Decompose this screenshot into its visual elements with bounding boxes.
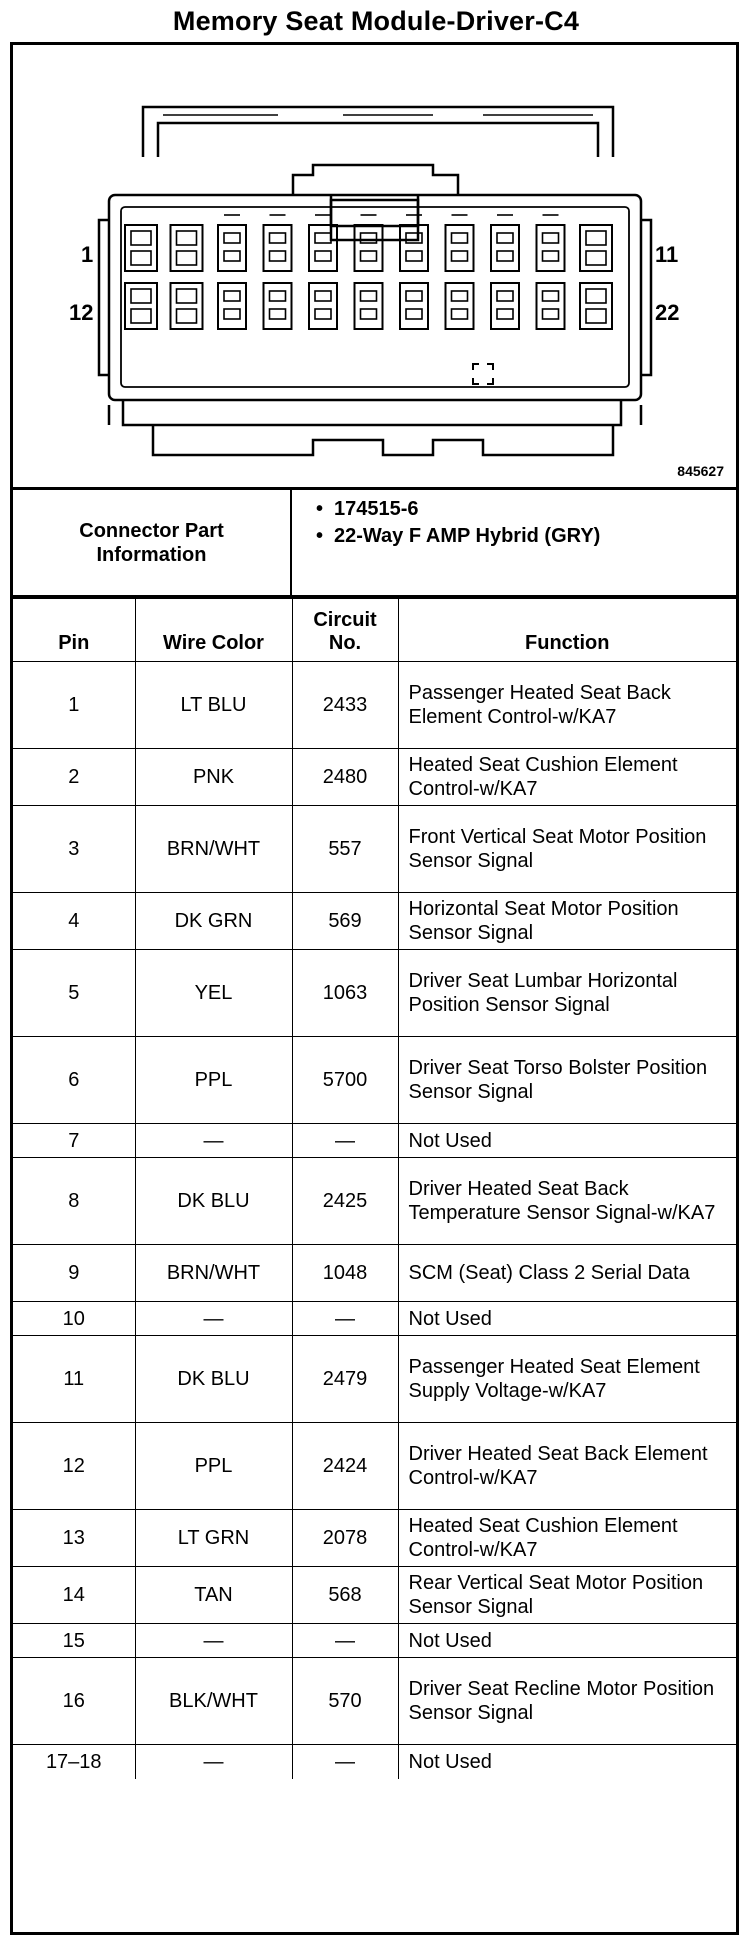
table-row [13,1624,736,1658]
function-cell: Front Vertical Seat Motor Position Sensor Signal [398,806,736,893]
header-wire-color: Wire Color [135,599,292,662]
connector-diagram [13,45,736,490]
wire-color-cell: BRN/WHT [135,1245,292,1302]
function-cell: Driver Heated Seat Back Temperature Sensor Signal-w/KA7 [398,1158,736,1245]
header-pin: Pin [13,599,135,662]
function-cell: Driver Seat Lumbar Horizontal Position Sensor Signal [398,950,736,1037]
circuit-cell: 568 [292,1567,398,1624]
connector-sheet [10,42,739,1935]
table-header-row [13,599,736,662]
pin-cell: 12 [13,1423,135,1510]
pin-cell: 2 [13,749,135,806]
circuit-cell: 557 [292,806,398,893]
pin-label-11: 11 [655,242,679,267]
wire-color-cell: — [135,1302,292,1336]
circuit-cell: — [292,1624,398,1658]
function-cell: Passenger Heated Seat Element Supply Voltage-w/KA7 [398,1336,736,1423]
table-row [13,893,736,950]
pin-label-12: 12 [69,300,94,325]
function-cell: Not Used [398,1302,736,1336]
table-row [13,1124,736,1158]
circuit-cell: 2078 [292,1510,398,1567]
figure-number: 845627 [677,463,724,479]
circuit-cell: 2433 [292,662,398,749]
circuit-cell: 570 [292,1658,398,1745]
page-title: Memory Seat Module-Driver-C4 [172,6,580,36]
table-row [13,1658,736,1745]
circuit-cell: 2480 [292,749,398,806]
circuit-cell: 1048 [292,1245,398,1302]
function-cell: Passenger Heated Seat Back Element Control-w/KA7 [398,662,736,749]
connector-info [13,490,736,598]
circuit-cell: — [292,1124,398,1158]
wire-color-cell: DK BLU [135,1158,292,1245]
wire-color-cell: — [135,1745,292,1779]
function-cell: Rear Vertical Seat Motor Position Sensor Signal [398,1567,736,1624]
table-row [13,1423,736,1510]
table-row [13,662,736,749]
table-row [13,1245,736,1302]
wire-color-cell: — [135,1124,292,1158]
pin-cell: 8 [13,1158,135,1245]
wire-color-cell: BLK/WHT [135,1658,292,1745]
table-row [13,1745,736,1779]
pin-cell: 1 [13,662,135,749]
pin-cell: 9 [13,1245,135,1302]
wire-color-cell: DK BLU [135,1336,292,1423]
pin-cell: 3 [13,806,135,893]
pin-cell: 17–18 [13,1745,135,1779]
pin-label-1: 1 [81,242,94,267]
function-cell: Not Used [398,1124,736,1158]
wire-color-cell: — [135,1624,292,1658]
wire-color-cell: PNK [135,749,292,806]
function-cell: Horizontal Seat Motor Position Sensor Signal [398,893,736,950]
table-row [13,950,736,1037]
pin-cell: 6 [13,1037,135,1124]
wire-color-cell: PPL [135,1423,292,1510]
connector-info-details [292,490,736,595]
function-cell: Driver Seat Torso Bolster Position Sensor Signal [398,1037,736,1124]
circuit-cell: 2425 [292,1158,398,1245]
header-circuit-no: Circuit No. [292,599,398,662]
circuit-cell: 1063 [292,950,398,1037]
header-function: Function [398,599,736,662]
circuit-cell: — [292,1302,398,1336]
connector-description: • 22-Way F AMP Hybrid (GRY) [316,525,736,548]
function-cell: Driver Heated Seat Back Element Control-w/KA7 [398,1423,736,1510]
pin-cell: 15 [13,1624,135,1658]
pin-cell: 16 [13,1658,135,1745]
wire-color-cell: YEL [135,950,292,1037]
table-row [13,1302,736,1336]
connector-info-label: Connector Part Information [13,490,292,595]
table-row [13,1158,736,1245]
pin-cell: 7 [13,1124,135,1158]
wire-color-cell: TAN [135,1567,292,1624]
function-cell: Not Used [398,1745,736,1779]
circuit-cell: 2479 [292,1336,398,1423]
table-body [13,662,736,1779]
function-cell: Heated Seat Cushion Element Control-w/KA7 [398,1510,736,1567]
function-cell: Driver Seat Recline Motor Position Sensor Signal [398,1658,736,1745]
circuit-cell: 2424 [292,1423,398,1510]
pin-cell: 4 [13,893,135,950]
wire-color-cell: LT BLU [135,662,292,749]
pin-label-22: 22 [655,300,680,325]
table-row [13,1510,736,1567]
table-row [13,1567,736,1624]
wire-color-cell: PPL [135,1037,292,1124]
pin-cell: 10 [13,1302,135,1336]
pinout-table [13,598,736,1779]
circuit-cell: 569 [292,893,398,950]
pin-cell: 5 [13,950,135,1037]
pin-cell: 13 [13,1510,135,1567]
circuit-cell: 5700 [292,1037,398,1124]
function-cell: SCM (Seat) Class 2 Serial Data [398,1245,736,1302]
wire-color-cell: DK GRN [135,893,292,950]
pin-cell: 11 [13,1336,135,1423]
wire-color-cell: BRN/WHT [135,806,292,893]
circuit-cell: — [292,1745,398,1779]
connector-part-number: • 174515-6 [316,498,736,521]
table-row [13,1336,736,1423]
pin-cell: 14 [13,1567,135,1624]
wire-color-cell: LT GRN [135,1510,292,1567]
table-row [13,749,736,806]
table-row [13,806,736,893]
connector-drawing [13,45,736,490]
function-cell: Heated Seat Cushion Element Control-w/KA7 [398,749,736,806]
table-row [13,1037,736,1124]
function-cell: Not Used [398,1624,736,1658]
